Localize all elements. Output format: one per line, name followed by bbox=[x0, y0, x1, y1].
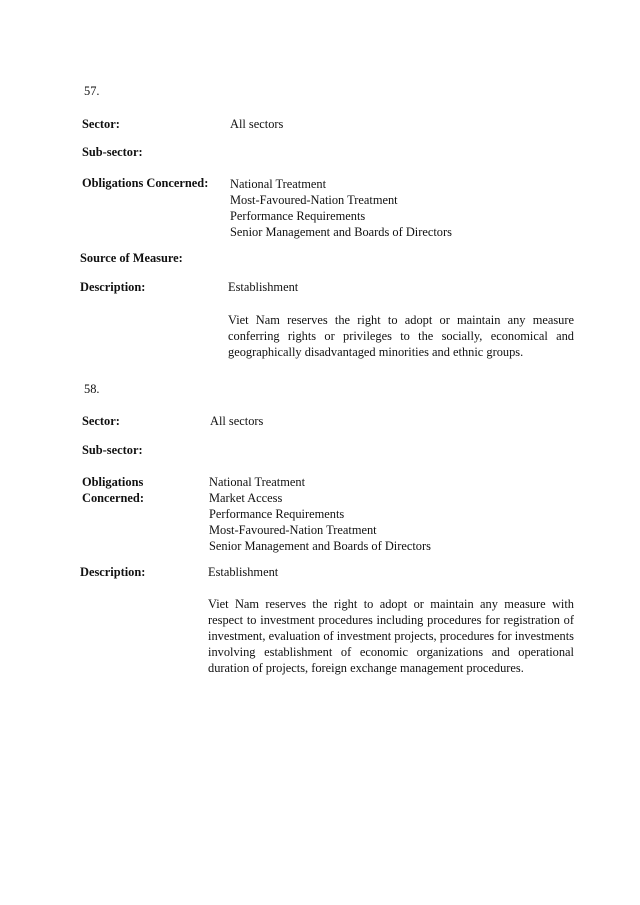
obligations-label bbox=[82, 474, 144, 506]
sector-value: All sectors bbox=[230, 117, 284, 131]
obligations-label: Obligations Concerned: bbox=[82, 176, 209, 190]
description-text: Viet Nam reserves the right to adopt or maintain any measure with respect to investment procedures including procedures for registration of investment, evaluation of investment projects, procedures for investments involving establishment of economic organizations and operational duration of projects, foreign exchange management procedures. bbox=[208, 597, 574, 675]
obligation-item: Market Access bbox=[209, 491, 283, 505]
subsector-label: Sub-sector: bbox=[82, 443, 143, 457]
subsector-label: Sub-sector: bbox=[82, 145, 143, 159]
obligation-item: National Treatment bbox=[230, 177, 327, 191]
obligation-item: Performance Requirements bbox=[209, 507, 345, 521]
obligations-list bbox=[230, 176, 452, 240]
obligations-label-line: Concerned: bbox=[82, 491, 144, 505]
description-label: Description: bbox=[80, 565, 146, 579]
entry-number: 58. bbox=[84, 382, 100, 396]
obligation-item: Most-Favoured-Nation Treatment bbox=[209, 523, 377, 537]
description-text: Viet Nam reserves the right to adopt or maintain any measure conferring rights or privileges to the socially, economical and geographically disadvantaged minorities and ethnic groups. bbox=[228, 313, 574, 359]
sector-label: Sector: bbox=[82, 117, 120, 131]
entry-number: 57. bbox=[84, 84, 100, 98]
sector-label: Sector: bbox=[82, 414, 120, 428]
description-heading: Establishment bbox=[228, 280, 299, 294]
obligation-item: Performance Requirements bbox=[230, 209, 366, 223]
description-heading: Establishment bbox=[208, 565, 279, 579]
obligations-list bbox=[209, 474, 431, 554]
description-label: Description: bbox=[80, 280, 146, 294]
source-of-measure-label: Source of Measure: bbox=[80, 251, 183, 265]
obligations-label-line: Obligations bbox=[82, 475, 144, 489]
obligation-item: Most-Favoured-Nation Treatment bbox=[230, 193, 398, 207]
obligation-item: Senior Management and Boards of Directors bbox=[209, 539, 431, 553]
obligation-item: Senior Management and Boards of Directors bbox=[230, 225, 452, 239]
sector-value: All sectors bbox=[210, 414, 264, 428]
obligation-item: National Treatment bbox=[209, 475, 306, 489]
